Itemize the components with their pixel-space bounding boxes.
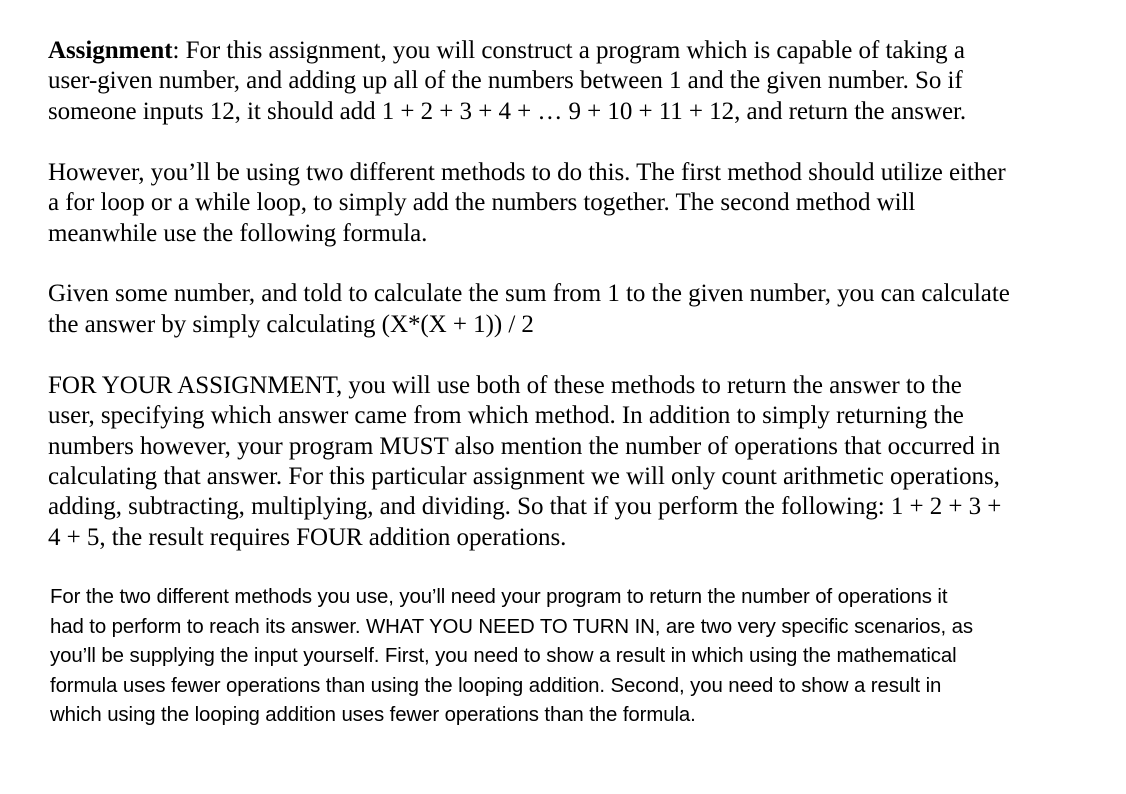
document-page — [48, 36, 1088, 584]
text-line: formula uses fewer operations than using the looping addition. Second, you need to show a result in — [50, 674, 942, 697]
text-line: meanwhile use the following formula. — [48, 219, 428, 247]
text-line: someone inputs 12, it should add 1 + 2 + 3 + 4 + … 9 + 10 + 11 + 12, and return the answer. — [48, 97, 967, 125]
text-line: you’ll be supplying the input yourself. First, you need to show a result in which using the mathematical — [50, 645, 957, 668]
text-line: had to perform to reach its answer. WHAT YOU NEED TO TURN IN, are two very specific scenarios, as — [50, 615, 973, 638]
text-line: calculating that answer. For this particular assignment we will only count arithmetic operations, — [48, 462, 1000, 490]
text-line: 4 + 5, the result requires FOUR addition operations. — [48, 523, 567, 551]
text-line: numbers however, your program MUST also mention the number of operations that occurred in — [48, 432, 1001, 460]
text-line-content: : For this assignment, you will construct a program which is capable of taking a — [172, 37, 965, 64]
assignment-paragraph — [48, 36, 1088, 127]
text-line: user-given number, and adding up all of the numbers between 1 and the given number. So if — [48, 67, 963, 95]
text-line: adding, subtracting, multiplying, and dividing. So that if you perform the following: 1 + 2 + 3 + — [48, 493, 1002, 521]
text-line: a for loop or a while loop, to simply add the numbers together. The second method will — [48, 189, 916, 217]
text-line: Given some number, and told to calculate the sum from 1 to the given number, you can calculate — [48, 280, 1010, 308]
text-line — [48, 36, 1088, 66]
text-line: which using the looping addition uses fewer operations than the formula. — [50, 704, 696, 727]
requirements-paragraph — [48, 371, 1088, 553]
assignment-label: Assignment — [48, 37, 173, 64]
text-line: the answer by simply calculating (X*(X + 1)) / 2 — [48, 310, 534, 338]
methods-paragraph — [48, 158, 1088, 249]
text-line: FOR YOUR ASSIGNMENT, you will use both of these methods to return the answer to the — [48, 371, 962, 399]
formula-paragraph — [48, 279, 1088, 340]
text-line: user, specifying which answer came from which method. In addition to simply returning the — [48, 402, 964, 430]
text-line: For the two different methods you use, you’ll need your program to return the number of operations it — [50, 586, 948, 608]
turn-in-paragraph — [50, 583, 1090, 731]
text-line: However, you’ll be using two different methods to do this. The first method should utilize either — [48, 158, 1006, 186]
